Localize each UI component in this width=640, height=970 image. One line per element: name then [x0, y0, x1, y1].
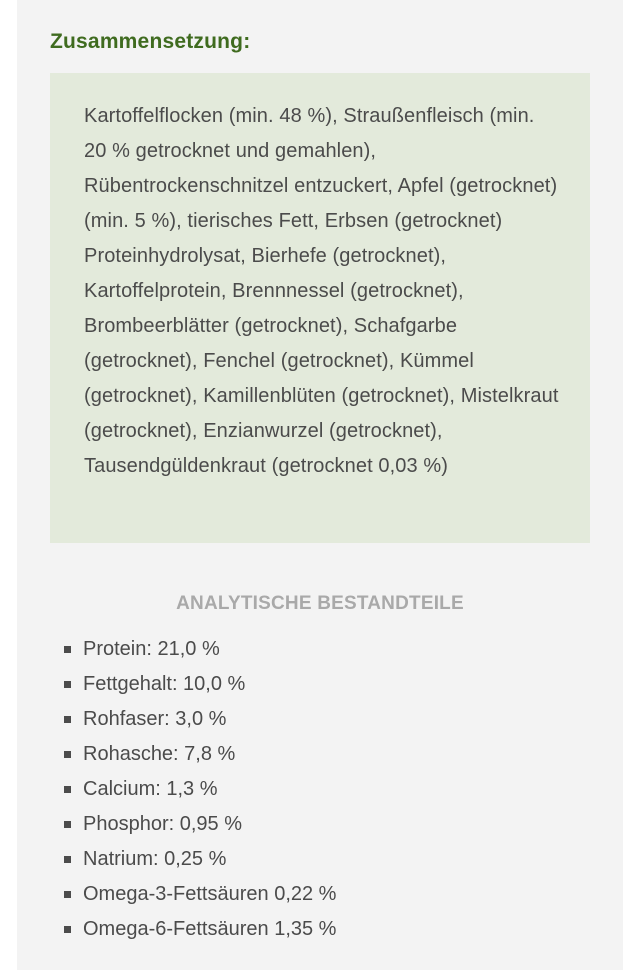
analysis-item-omega3: [60, 877, 336, 912]
bullet-icon: [64, 821, 71, 828]
analysis-item-label: Fettgehalt: 10,0 %: [83, 673, 246, 695]
bullet-icon: [64, 891, 71, 898]
bullet-icon: [64, 751, 71, 758]
analysis-heading: ANALYTISCHE BESTANDTEILE: [176, 593, 464, 614]
analysis-item-protein: [60, 632, 336, 667]
analysis-item-omega6: [60, 912, 336, 947]
analysis-item-sodium: [60, 842, 336, 877]
bullet-icon: [64, 856, 71, 863]
analysis-item-label: Calcium: 1,3 %: [83, 778, 218, 800]
analysis-item-label: Rohasche: 7,8 %: [83, 743, 236, 765]
analysis-item-label: Phosphor: 0,95 %: [83, 813, 242, 835]
composition-title: Zusammensetzung:: [50, 30, 251, 53]
ingredients-box: [50, 73, 590, 543]
bullet-icon: [64, 926, 71, 933]
ingredients-text: Kartoffelflocken (min. 48 %), Straußenfleisch (min. 20 % getrocknet und gemahlen), Rübentrockenschnitzel entzuckert, Apfel (getrocknet) (min. 5 %), tierisches Fett, Erbsen (getrocknet) Proteinhydrolysat, Bierhefe (getrocknet), Kartoffelprotein, Brennnessel (getrocknet), Brombeerblätter (getrocknet), Schafgarbe (getrocknet), Fenchel (getrocknet), Kümmel (getrocknet), Kamillenblüten (getrocknet), Mistelkraut (getrocknet), Enzianwurzel (getrocknet), Tausendgüldenkraut (getrocknet 0,03 %): [84, 105, 559, 477]
analysis-item-phosphorus: [60, 807, 336, 842]
analysis-item-label: Omega-6-Fettsäuren 1,35 %: [83, 918, 337, 940]
bullet-icon: [64, 681, 71, 688]
analysis-item-calcium: [60, 772, 336, 807]
analysis-item-label: Rohfaser: 3,0 %: [83, 708, 227, 730]
analysis-list: [60, 632, 336, 947]
analysis-item-label: Omega-3-Fettsäuren 0,22 %: [83, 883, 337, 905]
analysis-item-label: Natrium: 0,25 %: [83, 848, 227, 870]
bullet-icon: [64, 786, 71, 793]
analysis-item-fat: [60, 667, 336, 702]
bullet-icon: [64, 646, 71, 653]
bullet-icon: [64, 716, 71, 723]
analysis-item-ash: [60, 737, 336, 772]
analysis-item-fiber: [60, 702, 336, 737]
analysis-item-label: Protein: 21,0 %: [83, 638, 220, 660]
